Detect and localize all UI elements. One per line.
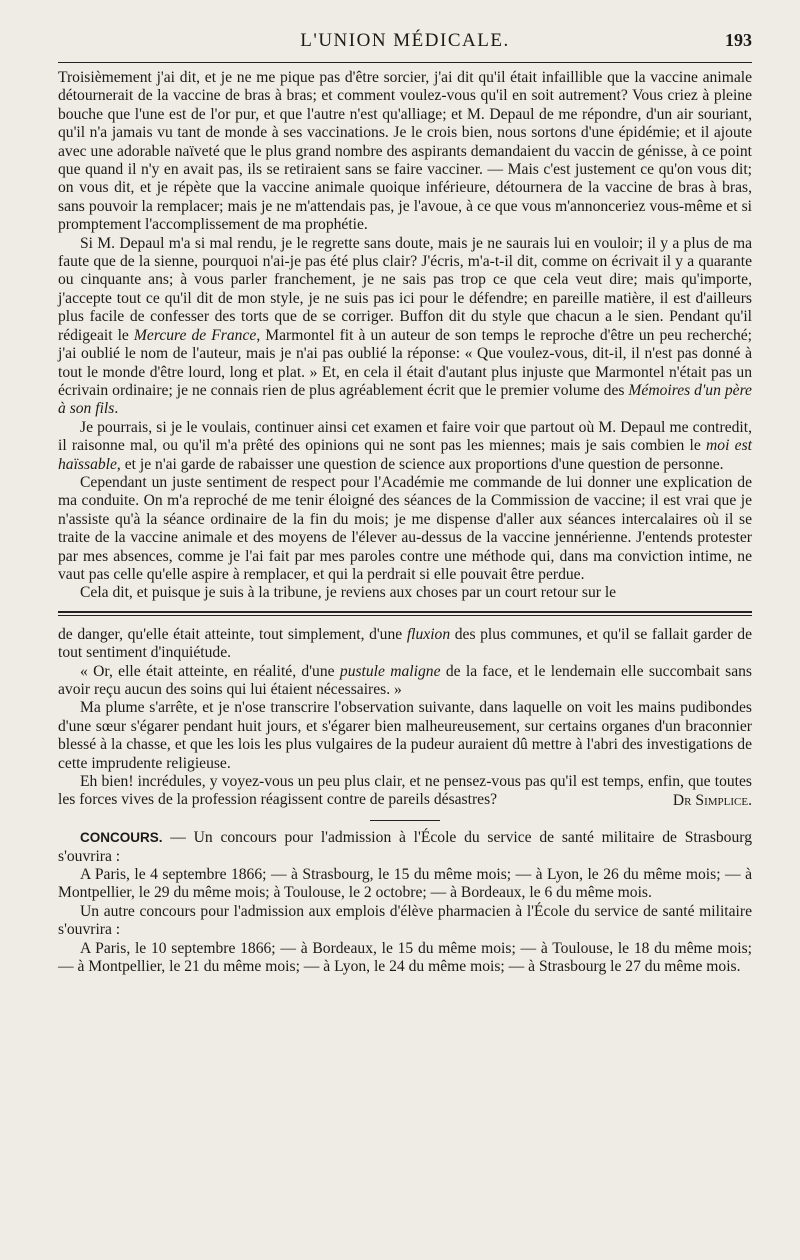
text-span: , Marmontel fit à un auteur de son temps le reproche d'être un peu recherché; j'ai oublié le nom de l'auteur, mais je n'ai pas oublié la réponse: « Que voulez-vous, dit-il, il n'est pas donné à tout le monde d'être lourd, long et plat. » Et, en cela il était d'autant plus injuste que Marmontel n'était pas un écrivain ordinaire; je ne connais rien de plus agréablement écrit que le premier volume des [58,326,752,399]
text-span: « Or, elle était atteinte, en réalité, d'une [80,662,335,680]
text-span: Si M. Depaul m'a si mal rendu, je le regrette sans doute, mais je ne saurais lui en vouloir; il y a plus de ma faute que de la sienne, pourquoi n'ai-je pas été plus clair? J'écris, m'a-t-il dit, comme on écrivait il y a quarante ou cinquante ans; à vous parler franchement, je ne sais pas trop ce que cela veut dire; mais qu'importe, j'accepte tout ce qu'il dit de mon style, je ne suis pas ici pour le défendre; en pareille matière, il est d'ailleurs plus facile de confesser des torts que de se corriger. Buffon dit du style que chacun a le sien. Pendant qu'il rédigeait le [58,234,752,344]
journal-title: L'UNION MÉDICALE. [300,30,510,51]
concours-section [58,829,752,976]
signature: Dr Simplice. [672,791,752,809]
paragraph: Un autre concours pour l'admission aux emplois d'élève pharmacien à l'École du service de santé militaire s'ouvrira : [58,902,752,939]
section-rule [370,820,440,821]
paragraph: A Paris, le 4 septembre 1866; — à Strasbourg, le 15 du même mois; — à Lyon, le 26 du même mois; — à Montpellier, le 29 du même mois; à Toulouse, le 2 octobre; — à Bordeaux, le 6 du même mois. [58,866,752,902]
paragraph [58,626,752,663]
paragraph: Eh bien! incrédules, y voyez-vous un peu plus clair, et ne pensez-vous pas qu'il est temps, enfin, que toutes les forces vives de la profession réagissent contre de pareils désastres? [58,773,752,809]
paragraph [58,419,752,474]
italic-word: fluxion [406,625,451,643]
italic-phrase: pustule maligne [339,662,441,680]
feuilleton-separator [58,611,752,616]
paragraph [58,235,752,419]
paragraph: Cela dit, et puisque je suis à la tribune, je reviens aux choses par un court retour sur le [80,584,617,602]
page-header [58,30,752,56]
paragraph [58,829,752,866]
concours-heading: CONCOURS. [80,830,163,846]
text-span: , et je n'ai garde de rabaisser une question de science aux proportions d'une question de personne. [116,455,724,473]
paragraph: Ma plume s'arrête, et je n'ose transcrire l'observation suivante, dans laquelle on voit les mains pudibondes d'une sœur s'égarer pendant huit jours, et s'égarer bien malheureusement, sur certains organes d'un braconnier blessé à la chasse, et que les lois les plus vulgaires de la pudeur auraient dû mettre à l'abri des investigations de cette imprudente religieuse. [58,699,752,772]
paragraph [58,663,752,700]
paragraph: Troisièmement j'ai dit, et je ne me pique pas d'être sorcier, j'ai dit qu'il était infaillible que la vaccine animale détournerait de la vaccine de bras à bras; et comment voulez-vous qu'il en soit autrement? Vous criez à pleine bouche que l'une est de l'or pur, et que l'autre n'est qu'alliage; et M. Depaul de me répondre, d'un air souriant, qu'il n'a jamais vu tant de monde à ses vaccinations. Je le crois bien, nous sortons d'une épidémie; et il ajoute avec une adorable naïveté que le plus grand nombre des aspirants demandaient du vaccin de génisse, à ce point que quand il n'y en avait pas, ils se retiraient sans se faire vacciner. — Mais c'est justement ce qu'on vous dit; on vous dit, et je répète que la vaccine animale quoique inférieure, détournera de la vaccine de bras à bras, sans pouvoir la remplacer; mais je ne m'attendais pas, je l'avoue, à ce que vous m'annonceriez vous-même et si promptement l'accomplissement de ma prophétie. [58,69,752,234]
text-span: — Un concours pour l'admission à l'École du service de santé militaire de Strasbourg s'ouvrira : [58,829,752,865]
italic-title: Mercure de France [133,326,257,344]
text-span: de danger, qu'elle était atteinte, tout simplement, d'une [58,625,403,643]
paragraph: Cependant un juste sentiment de respect pour l'Académie me commande de lui donner une explication de ma conduite. On m'a reproché de me tenir éloigné des séances de la Commission de vaccine; il est vrai que je n'assiste qu'à la séance ordinaire de la fin du mois; je me dispense d'aller aux séances intercalaires où il se traite de la vaccine animale et des moyens de l'élever au-dessus de la vaccine jennérienne. J'entends protester par mes absences, comme je l'ai fait par mes paroles contre une méthode qui, dans ma conviction intime, ne vaut pas celle qu'elle aspire à remplacer, et qui la perdrait si elle pouvait être perdue. [58,473,752,583]
italic-title: Mémoires d'un père à son fils [58,381,752,418]
text-span: des plus communes, et qu'il se fallait garder de tout sentiment d'inquiétude. [58,625,752,662]
page-number: 193 [725,30,752,50]
article-body [58,69,752,603]
text-span: de la face, et le lendemain elle succombait sans avoir reçu aucun des soins qui lui étaient nécessaires. » [58,662,753,698]
feuilleton-body [58,626,752,810]
header-rule [58,62,752,63]
paragraph: A Paris, le 10 septembre 1866; — à Bordeaux, le 15 du même mois; — à Toulouse, le 18 du même mois; — à Montpellier, le 21 du même mois; — à Lyon, le 24 du même mois; — à Strasbourg le 27 du même mois. [58,939,752,976]
text-span: . [114,400,119,418]
italic-phrase: moi est haïssable [58,437,752,473]
text-span: Je pourrais, si je le voulais, continuer ainsi cet examen et faire voir que partout où M. Depaul me contredit, il raisonne mal, ou qu'il m'a prêté des opinions qui ne sont pas les miennes; mais je sais combien le [58,418,752,455]
